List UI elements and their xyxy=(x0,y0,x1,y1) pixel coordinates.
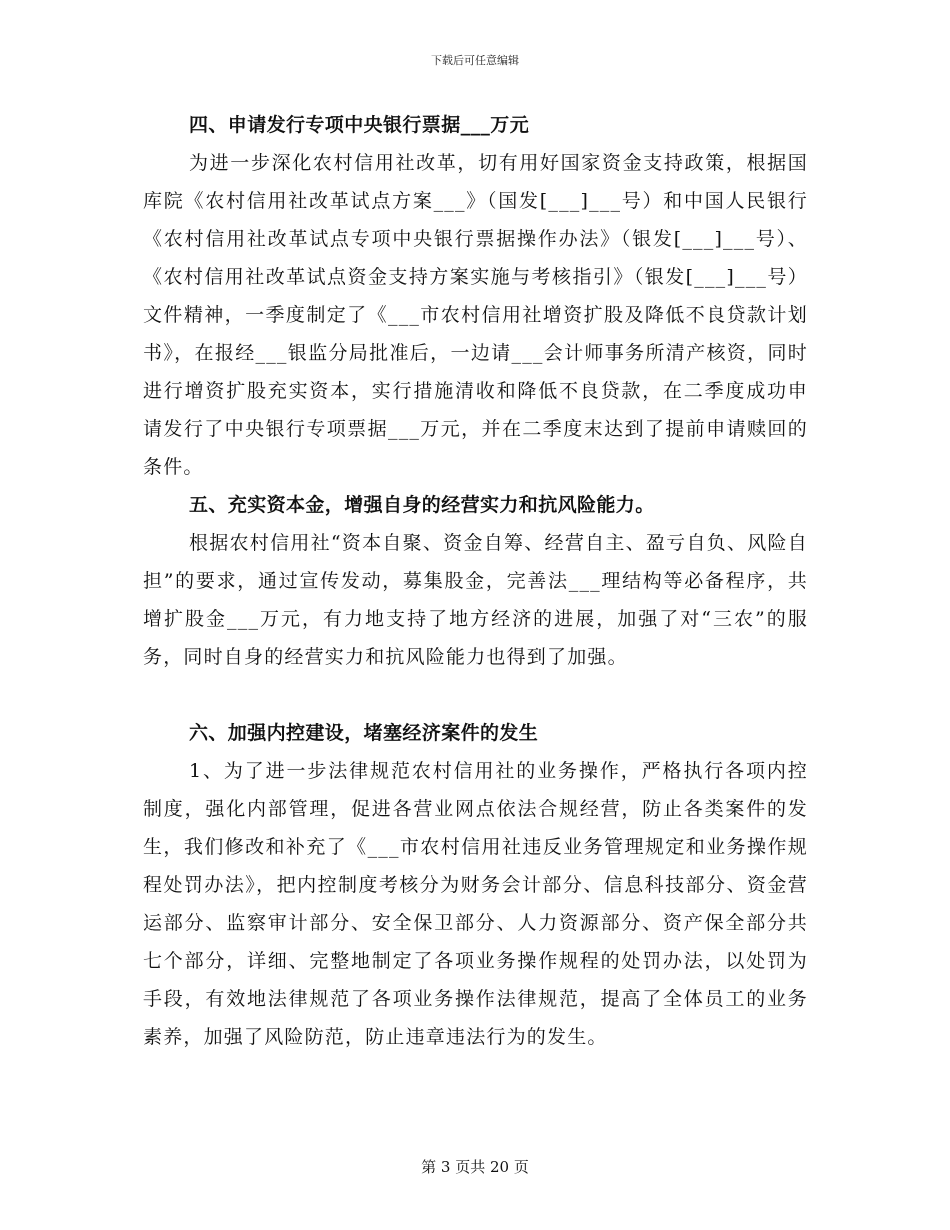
section-4-paragraph: 为进一步深化农村信用社改革，切有用好国家资金支持政策，根据国库院《农村信用社改革试点方案___》（国发[___]___号）和中国人民银行《农村信用社改革试点专项中央银行票据操作办法》（银发[___]___号）、《农村信用社改革试点资金支持方案实施与考核指引》（银发[___]___号）文件精神，一季度制定了《___市农村信用社增资扩股及降低不良贷款计划书》，在报经___银监分局批准后，一边请___会计师事务所清产核资，同时进行增资扩股充实资本，实行措施清收和降低不良贷款，在二季度成功申请发行了中央银行专项票据___万元，并在二季度末达到了提前申请赎回的条件。 xyxy=(143,152,808,478)
section-spacer xyxy=(143,676,808,714)
page-footer: 第 3 页共 20 页 xyxy=(421,1158,529,1176)
section-heading-6: 六、加强内控建设，堵塞经济案件的发生 xyxy=(189,722,539,744)
section-5-paragraph: 根据农村信用社“资本自聚、资金自筹、经营自主、盈亏自负、风险自担”的要求，通过宣传发动，募集股金，完善法___理结构等必备程序，共增扩股金___万元，有力地支持了地方经济的进展，加强了对“三农”的服务，同时自身的经营实力和抗风险能力也得到了加强。 xyxy=(143,532,808,668)
section-heading-5: 五、充实资本金，增强自身的经营实力和抗风险能力。 xyxy=(189,494,655,516)
section-heading-4: 四、申请发行专项中央银行票据___万元 xyxy=(189,114,530,136)
section-6-paragraph: 1、为了进一步法律规范农村信用社的业务操作，严格执行各项内控制度，强化内部管理，促进各营业网点依法合规经营，防止各类案件的发生，我们修改和补充了《___市农村信用社违反业务管理规定和业务操作规程处罚办法》，把内控制度考核分为财务会计部分、信息科技部分、资金营运部分、监察审计部分、安全保卫部分、人力资源部分、资产保全部分共七个部分，详细、完整地制定了各项业务操作规程的处罚办法，以处罚为手段，有效地法律规范了各项业务操作法律规范，提高了全体员工的业务素养，加强了风险防范，防止违章违法行为的发生。 xyxy=(143,760,808,1048)
page-header: 下载后可任意编辑 xyxy=(431,54,519,67)
document-body xyxy=(143,106,808,1056)
